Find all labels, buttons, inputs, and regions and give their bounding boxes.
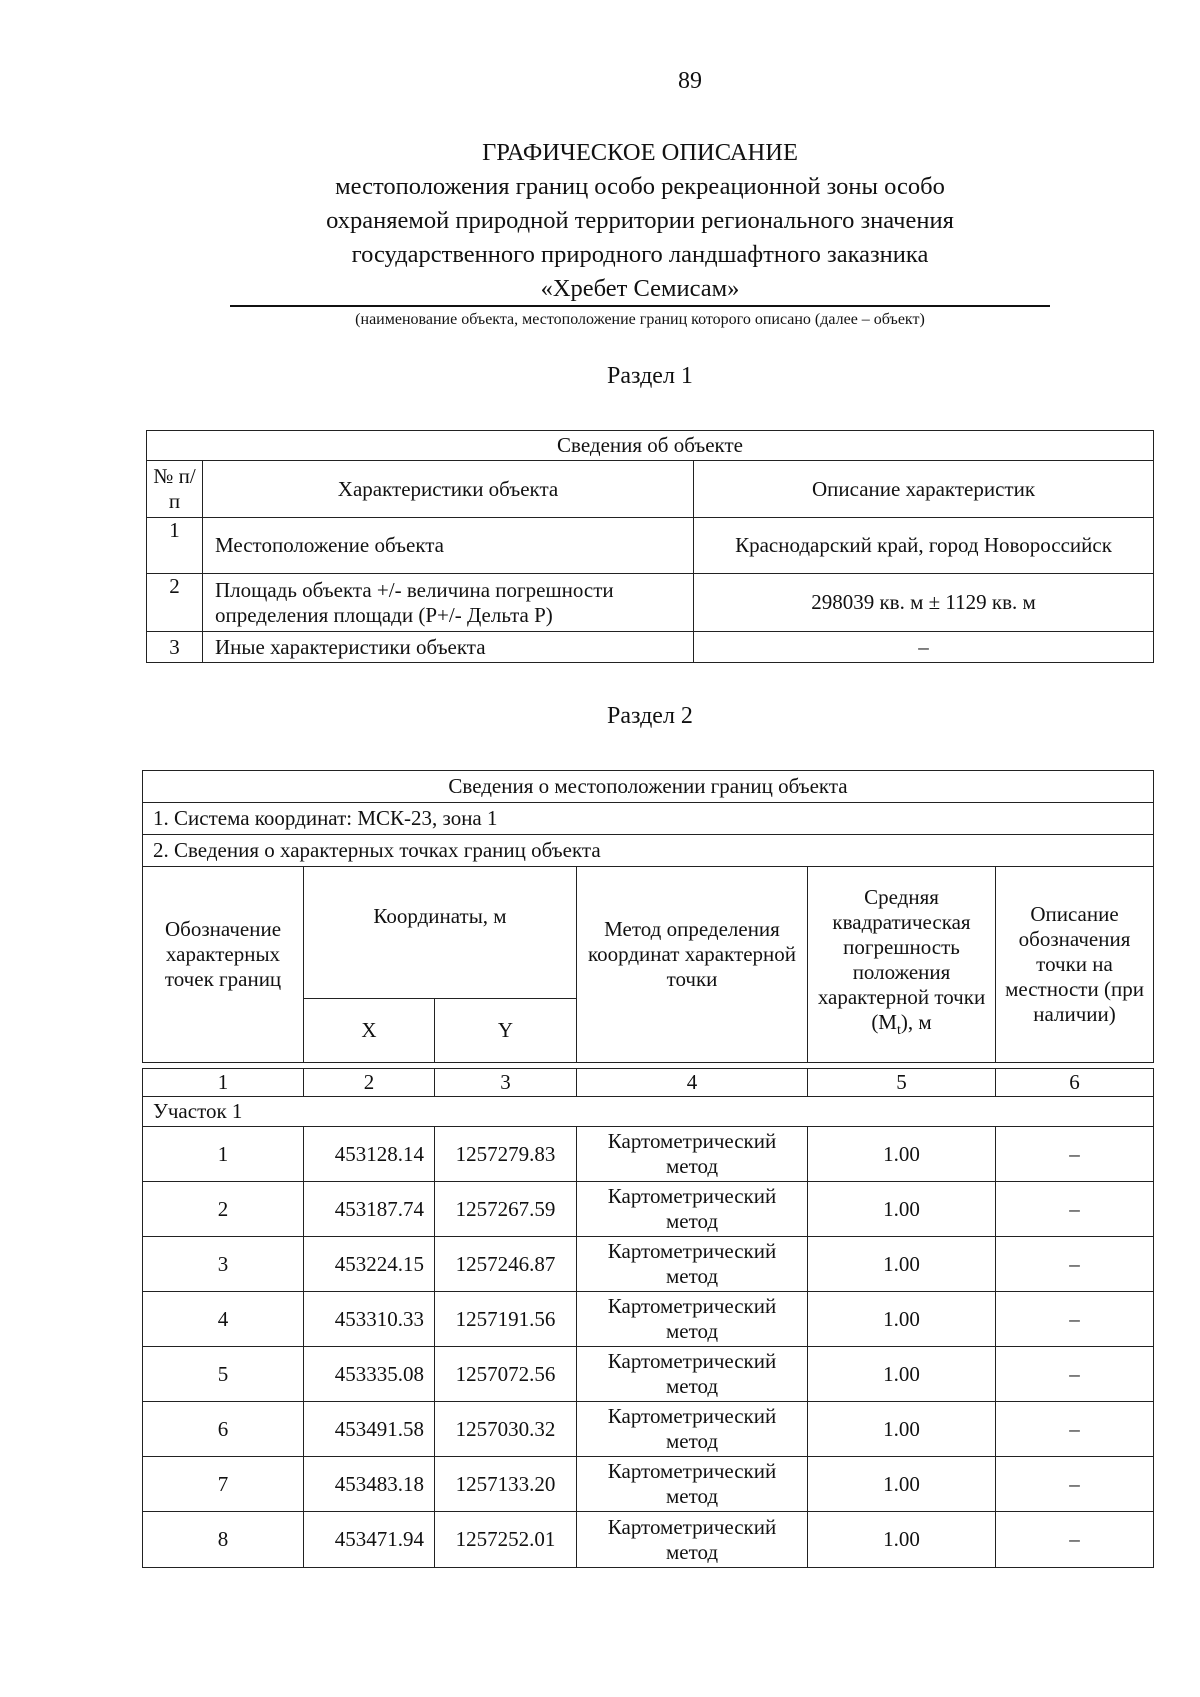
column-number: 3 (435, 1069, 577, 1097)
row-characteristic: Иные характеристики объекта (203, 632, 694, 663)
table-row (143, 1182, 1154, 1237)
point-number: 3 (143, 1237, 304, 1292)
column-numbers-row (143, 1069, 1154, 1097)
column-header-point: Обозначение характерных точек границ (143, 867, 304, 1063)
coordinate-x: 453483.18 (304, 1457, 435, 1512)
point-description: – (996, 1127, 1154, 1182)
column-header: № п/п (147, 461, 203, 518)
method: Картометрический метод (577, 1292, 808, 1347)
coordinate-x: 453187.74 (304, 1182, 435, 1237)
column-header-method: Метод определения координат характерной точки (577, 867, 808, 1063)
point-number: 7 (143, 1457, 304, 1512)
document-title (230, 136, 1050, 306)
coordinate-x: 453224.15 (304, 1237, 435, 1292)
section-2-heading: Раздел 2 (607, 703, 693, 729)
coordinate-y: 1257252.01 (435, 1512, 577, 1568)
position-error: 1.00 (808, 1237, 996, 1292)
title-line: «Хребет Семисам» (540, 275, 740, 302)
title-heading: ГРАФИЧЕСКОЕ ОПИСАНИЕ (482, 139, 798, 166)
position-error: 1.00 (808, 1457, 996, 1512)
method: Картометрический метод (577, 1402, 808, 1457)
column-number: 2 (304, 1069, 435, 1097)
column-number: 6 (996, 1069, 1154, 1097)
row-description: Краснодарский край, город Новороссийск (694, 518, 1154, 574)
title-line: местоположения границ особо рекреационной зоны особо (335, 173, 945, 200)
row-characteristic: Площадь объекта +/- величина погрешности определения площади (P+/- Дельта P) (203, 574, 694, 632)
method: Картометрический метод (577, 1127, 808, 1182)
point-number: 1 (143, 1127, 304, 1182)
section-1-heading: Раздел 1 (607, 363, 693, 389)
point-description: – (996, 1402, 1154, 1457)
error-header-subscript: t (896, 1023, 901, 1039)
point-number: 8 (143, 1512, 304, 1568)
title-line: государственного природного ландшафтного заказника (351, 241, 929, 268)
position-error: 1.00 (808, 1127, 996, 1182)
coordinate-y: 1257191.56 (435, 1292, 577, 1347)
error-header-tail: ), м (900, 1010, 932, 1035)
table-row (147, 574, 1154, 632)
row-number: 2 (147, 574, 203, 632)
point-description: – (996, 1347, 1154, 1402)
boundary-points-table (142, 770, 1154, 1568)
point-description: – (996, 1182, 1154, 1237)
position-error: 1.00 (808, 1402, 996, 1457)
point-number: 6 (143, 1402, 304, 1457)
row-description: 298039 кв. м ± 1129 кв. м (694, 574, 1154, 632)
position-error: 1.00 (808, 1182, 996, 1237)
coordinate-x: 453335.08 (304, 1347, 435, 1402)
coordinate-x: 453491.58 (304, 1402, 435, 1457)
coordinate-x: 453310.33 (304, 1292, 435, 1347)
table-row (147, 518, 1154, 574)
method: Картометрический метод (577, 1182, 808, 1237)
point-number: 2 (143, 1182, 304, 1237)
table-row (143, 1237, 1154, 1292)
row-description: – (694, 632, 1154, 663)
parcel-label: Участок 1 (143, 1097, 1154, 1127)
row-number: 3 (147, 632, 203, 663)
table-row (143, 1512, 1154, 1568)
row-characteristic: Местоположение объекта (203, 518, 694, 574)
point-number: 4 (143, 1292, 304, 1347)
table-row (143, 1402, 1154, 1457)
position-error: 1.00 (808, 1292, 996, 1347)
coordinate-x: 453471.94 (304, 1512, 435, 1568)
position-error: 1.00 (808, 1347, 996, 1402)
table-row (143, 1347, 1154, 1402)
column-number: 1 (143, 1069, 304, 1097)
coordinate-y: 1257072.56 (435, 1347, 577, 1402)
coordinate-system: 1. Система координат: МСК-23, зона 1 (143, 803, 1154, 835)
coordinate-y: 1257030.32 (435, 1402, 577, 1457)
row-number: 1 (147, 518, 203, 574)
method: Картометрический метод (577, 1347, 808, 1402)
coordinate-x: 453128.14 (304, 1127, 435, 1182)
point-description: – (996, 1512, 1154, 1568)
method: Картометрический метод (577, 1237, 808, 1292)
method: Картометрический метод (577, 1512, 808, 1568)
column-header-coordinates: Координаты, м (304, 867, 577, 999)
column-header-error (808, 867, 996, 1063)
table-row (143, 1127, 1154, 1182)
position-error: 1.00 (808, 1512, 996, 1568)
table-row (147, 632, 1154, 663)
point-number: 5 (143, 1347, 304, 1402)
table-title: Сведения о местоположении границ объекта (143, 771, 1154, 803)
object-info-table (146, 430, 1154, 663)
column-header-y: Y (435, 999, 577, 1063)
page-number: 89 (678, 68, 702, 94)
title-caption: (наименование объекта, местоположение границ которого описано (далее – объект) (355, 311, 925, 328)
points-title: 2. Сведения о характерных точках границ объекта (143, 835, 1154, 867)
column-header: Характеристики объекта (203, 461, 694, 518)
method: Картометрический метод (577, 1457, 808, 1512)
coordinate-y: 1257267.59 (435, 1182, 577, 1237)
column-header-description: Описание обозначения точки на местности (при наличии) (996, 867, 1154, 1063)
column-number: 4 (577, 1069, 808, 1097)
coordinate-y: 1257279.83 (435, 1127, 577, 1182)
coordinate-y: 1257133.20 (435, 1457, 577, 1512)
table-title: Сведения об объекте (147, 431, 1154, 461)
column-header: Описание характеристик (694, 461, 1154, 518)
point-description: – (996, 1237, 1154, 1292)
point-description: – (996, 1457, 1154, 1512)
column-header-x: X (304, 999, 435, 1063)
coordinate-y: 1257246.87 (435, 1237, 577, 1292)
table-row (143, 1292, 1154, 1347)
table-row (143, 1457, 1154, 1512)
title-underline (230, 305, 1050, 307)
title-line: охраняемой природной территории регионального значения (326, 207, 954, 234)
point-description: – (996, 1292, 1154, 1347)
error-header-text: Средняя квадратическая погрешность положения характерной точки (M (817, 885, 986, 1035)
column-number: 5 (808, 1069, 996, 1097)
